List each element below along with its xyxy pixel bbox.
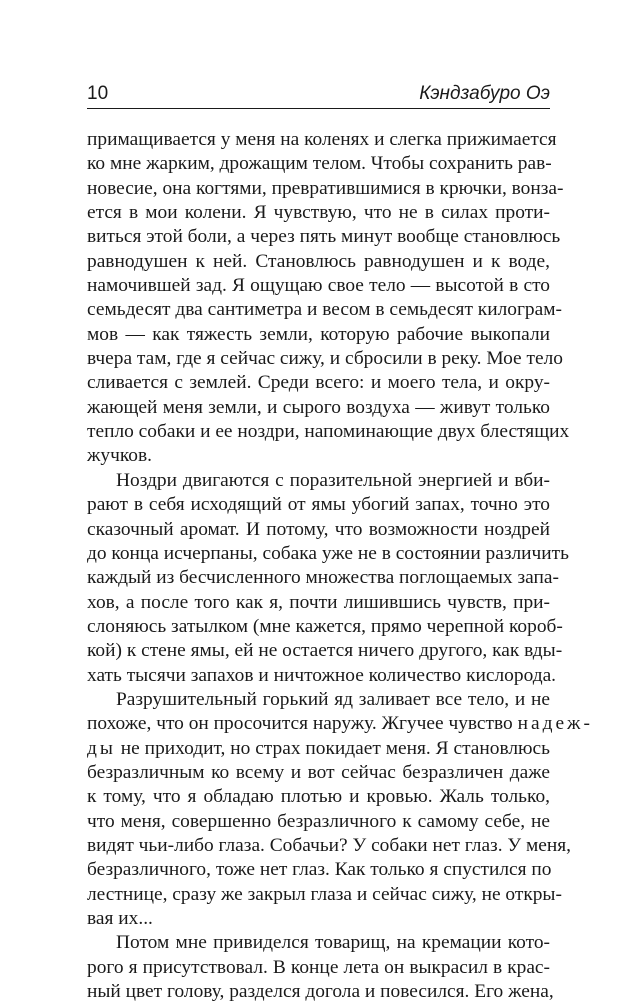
text-line: слоняюсь затылком (мне кажется, прямо черепной короб- [87, 615, 563, 637]
text-line: кой) к стене ямы, ей не остается ничего другого, как вды- [87, 640, 563, 662]
text-line: сказочный аромат. И потому, что возможности ноздрей [87, 518, 550, 540]
text-line: равнодушен к ней. Становлюсь равнодушен и к воде, [87, 250, 550, 272]
text-line: рого я присутствовал. В конце лета он выкрасил в крас- [87, 956, 550, 978]
page-header [87, 82, 550, 110]
text-line: каждый из бесчисленного множества поглощаемых запа- [87, 567, 559, 589]
text-body [87, 128, 593, 1004]
text-line: рают в себя исходящий от ямы убогий запах, точно это [87, 494, 550, 516]
emphasized-word: надеж- [517, 713, 593, 735]
text-line: хать тысячи запахов и ничтожное количество кислорода. [87, 664, 557, 686]
running-head: Кэндзабуро Оэ [419, 83, 550, 104]
text-line: сливается с землей. Среди всего: и моего тела, и окру- [87, 372, 550, 394]
text-line: новесие, она когтями, превратившимися в крючки, вонза- [87, 177, 564, 199]
text-line: виться этой боли, а через пять минут вообще становлюсь [87, 226, 561, 248]
text-line: ный цвет голову, разделся догола и повесился. Его жена, [87, 981, 554, 1003]
text-fragment: не приходит, но страх покидает меня. Я становлюсь [115, 737, 550, 759]
text-line: мов — как тяжесть земли, которую рабочие выкопали [87, 323, 550, 345]
text-line: вчера там, где я сейчас сижу, и сбросили в реку. Мое тело [87, 348, 563, 370]
text-fragment: похоже, что он просочится наружу. Жгучее чувство [87, 713, 513, 735]
text-line: Разрушительный горький яд заливает все тело, и не [116, 688, 550, 710]
text-line: безразличного, тоже нет глаз. Как только я спустился по [87, 859, 552, 881]
text-line: вая их... [87, 908, 153, 929]
text-line: Потом мне привиделся товарищ, на кремации кото- [116, 932, 550, 954]
text-line: ко мне жарким, дрожащим телом. Чтобы сохранить рав- [87, 153, 552, 175]
text-line [87, 712, 593, 736]
text-line: жающей меня земли, и сырого воздуха — живут только [87, 396, 550, 418]
text-line: хов, а после того как я, почти лишившись чувств, при- [87, 591, 550, 613]
text-line: что меня, совершенно безразличного к самому себе, не [87, 810, 550, 832]
text-line: безразличным ко всему и вот сейчас безразличен даже [87, 761, 550, 783]
emphasized-word: ды [87, 737, 116, 759]
text-line: видят чьи-либо глаза. Собачьи? У собаки нет глаз. У меня, [87, 834, 571, 856]
text-line: Ноздри двигаются с поразительной энергией и вби- [116, 469, 550, 491]
text-line: к тому, что я обладаю плотью и кровью. Жаль только, [87, 786, 550, 808]
text-line: жучков. [87, 445, 152, 467]
text-line: ется в мои колени. Я чувствую, что не в силах проти- [87, 202, 550, 224]
text-line: примащивается у меня на коленях и слегка прижимается [87, 129, 557, 150]
text-line: до конца исчерпаны, собака уже не в состоянии различить [87, 542, 569, 564]
text-line: тепло собаки и ее ноздри, напоминающие двух блестящих [87, 421, 570, 443]
page-number: 10 [87, 83, 109, 104]
header-rule [87, 108, 550, 109]
text-line: лестнице, сразу же закрыл глаза и сейчас сижу, не откры- [87, 883, 562, 905]
text-line: семьдесят два сантиметра и весом в семьдесят килограм- [87, 299, 562, 321]
text-line [87, 737, 550, 761]
text-line: намочившей зад. Я ощущаю свое тело — высотой в сто [87, 275, 550, 297]
